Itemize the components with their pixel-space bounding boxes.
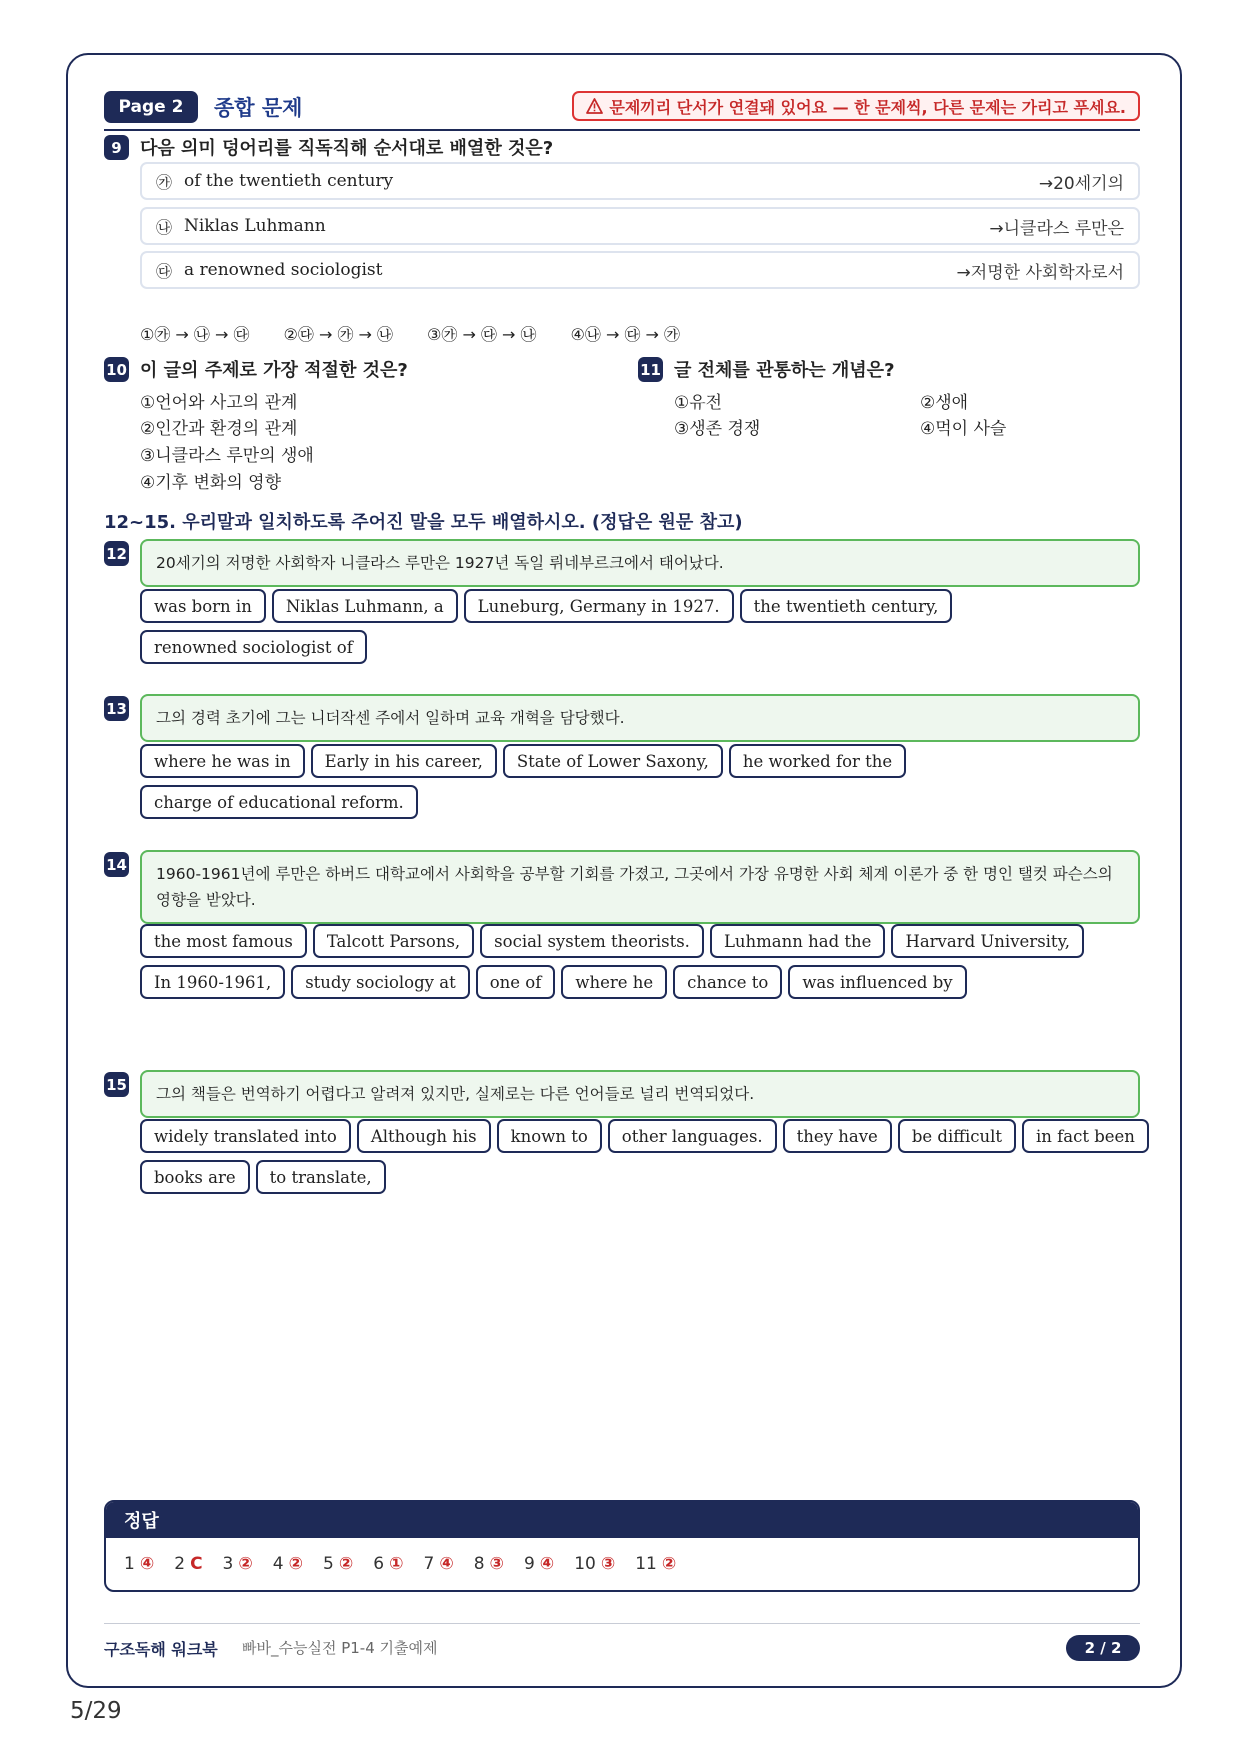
word-tile[interactable]: Talcott Parsons,	[313, 924, 474, 958]
word-tile[interactable]: Harvard University,	[891, 924, 1084, 958]
korean-sentence: 1960-1961년에 루만은 하버드 대학교에서 사회학을 공부할 기회를 가졌고, 그곳에서 가장 유명한 사회 체계 이론가 중 한 명인 탤컷 파슨스의 영향을 받았다.	[140, 850, 1140, 924]
warning-text: 문제끼리 단서가 연결돼 있어요 — 한 문제씩, 다른 문제는 가리고 푸세요.	[609, 97, 1126, 117]
option[interactable]: ④㉯ → ㉰ → ㉮	[570, 325, 681, 344]
question-number: 15	[104, 1072, 129, 1097]
answer-item: 11 ②	[635, 1554, 677, 1574]
option[interactable]: ①유전	[674, 393, 723, 413]
word-tile[interactable]: social system theorists.	[480, 924, 704, 958]
question-text: 이 글의 주제로 가장 적절한 것은?	[140, 360, 408, 381]
option[interactable]: ②인간과 환경의 관계	[140, 419, 298, 439]
question-number: 10	[104, 357, 129, 382]
word-tile[interactable]: in fact been	[1022, 1119, 1149, 1153]
answer-item: 2 C	[174, 1554, 203, 1574]
chunk-mark: ㉰	[156, 261, 173, 281]
footer-title: 구조독해 워크북	[104, 1640, 218, 1659]
question-number: 14	[104, 852, 129, 877]
word-tile[interactable]: he worked for the	[729, 744, 906, 778]
word-tile[interactable]: the twentieth century,	[740, 589, 953, 623]
korean-sentence: 그의 책들은 번역하기 어렵다고 알려져 있지만, 실제로는 다른 언어들로 널리 번역되었다.	[140, 1070, 1140, 1118]
answer-key-title: 정답	[106, 1502, 1138, 1538]
chunk-mark: ㉮	[156, 172, 173, 192]
word-tile[interactable]: charge of educational reform.	[140, 785, 418, 819]
question-number: 12	[104, 541, 129, 566]
answer-list	[106, 1538, 1138, 1574]
word-tile[interactable]: widely translated into	[140, 1119, 351, 1153]
option[interactable]: ②㉰ → ㉮ → ㉯	[283, 325, 394, 344]
word-tile[interactable]: where he was in	[140, 744, 305, 778]
word-bank	[140, 1119, 1150, 1194]
chunk-english: Niklas Luhmann	[184, 216, 326, 236]
footer-page-number: 2 / 2	[1066, 1635, 1140, 1661]
word-tile[interactable]: other languages.	[608, 1119, 777, 1153]
option[interactable]: ③니클라스 루만의 생애	[140, 446, 314, 466]
question-number: 9	[104, 135, 129, 160]
word-tile[interactable]: where he	[561, 965, 667, 999]
chunk-row	[140, 207, 1140, 245]
page-header	[104, 91, 1140, 131]
word-tile[interactable]: Early in his career,	[311, 744, 497, 778]
question-text: 글 전체를 관통하는 개념은?	[674, 360, 895, 381]
option[interactable]: ③생존 경쟁	[674, 419, 761, 439]
q9-options	[140, 322, 680, 345]
word-tile[interactable]: they have	[783, 1119, 892, 1153]
word-tile[interactable]: known to	[497, 1119, 602, 1153]
warning-triangle-icon	[586, 98, 603, 114]
option[interactable]: ①언어와 사고의 관계	[140, 393, 298, 413]
word-tile[interactable]: be difficult	[898, 1119, 1016, 1153]
chunk-korean: →니클라스 루만은	[989, 218, 1124, 239]
word-tile[interactable]: Niklas Luhmann, a	[272, 589, 458, 623]
word-bank	[140, 924, 1150, 999]
word-tile[interactable]: was born in	[140, 589, 266, 623]
page-counter: 5/29	[70, 1698, 122, 1724]
answer-item: 6 ①	[373, 1554, 404, 1574]
word-tile[interactable]: books are	[140, 1160, 250, 1194]
page-title: 종합 문제	[214, 96, 303, 120]
chunk-mark: ㉯	[156, 217, 173, 237]
chunk-english: a renowned sociologist	[184, 260, 383, 280]
page-badge: Page 2	[104, 91, 198, 123]
word-tile[interactable]: State of Lower Saxony,	[503, 744, 723, 778]
word-bank	[140, 589, 1150, 664]
word-bank	[140, 744, 1150, 819]
section-heading: 12~15. 우리말과 일치하도록 주어진 말을 모두 배열하시오. (정답은 원문 참고)	[104, 512, 743, 533]
option[interactable]: ③㉮ → ㉰ → ㉯	[427, 325, 537, 344]
answer-item: 7 ④	[423, 1554, 454, 1574]
word-tile[interactable]: one of	[476, 965, 556, 999]
answer-item: 3 ②	[222, 1554, 253, 1574]
word-tile[interactable]: the most famous	[140, 924, 307, 958]
option[interactable]: ②생애	[920, 393, 969, 413]
word-tile[interactable]: In 1960-1961,	[140, 965, 285, 999]
word-tile[interactable]: Luhmann had the	[710, 924, 886, 958]
korean-sentence: 20세기의 저명한 사회학자 니클라스 루만은 1927년 독일 뤼네부르크에서 태어났다.	[140, 539, 1140, 587]
question-text: 다음 의미 덩어리를 직독직해 순서대로 배열한 것은?	[140, 138, 554, 159]
warning-banner	[572, 91, 1140, 121]
answer-key	[104, 1500, 1140, 1592]
word-tile[interactable]: study sociology at	[291, 965, 470, 999]
word-tile[interactable]: to translate,	[256, 1160, 386, 1194]
answer-item: 5 ②	[323, 1554, 354, 1574]
word-tile[interactable]: renowned sociologist of	[140, 630, 367, 664]
chunk-korean: →저명한 사회학자로서	[956, 262, 1124, 283]
page-footer	[104, 1623, 1140, 1663]
chunk-row	[140, 251, 1140, 289]
answer-item: 8 ③	[473, 1554, 504, 1574]
chunk-english: of the twentieth century	[184, 171, 394, 191]
chunk-row	[140, 162, 1140, 200]
word-tile[interactable]: Although his	[357, 1119, 491, 1153]
word-tile[interactable]: chance to	[673, 965, 782, 999]
answer-item: 4 ②	[272, 1554, 304, 1574]
word-tile[interactable]: Luneburg, Germany in 1927.	[464, 589, 734, 623]
question-number: 11	[638, 357, 663, 382]
word-tile[interactable]: was influenced by	[788, 965, 966, 999]
question-number: 13	[104, 696, 129, 721]
option[interactable]: ①㉮ → ㉯ → ㉰	[140, 325, 250, 344]
answer-item: 10 ③	[574, 1554, 616, 1574]
option[interactable]: ④기후 변화의 영향	[140, 473, 282, 493]
worksheet-page	[66, 53, 1182, 1688]
answer-item: 9 ④	[523, 1554, 555, 1574]
answer-item: 1 ④	[124, 1554, 155, 1574]
korean-sentence: 그의 경력 초기에 그는 니더작센 주에서 일하며 교육 개혁을 담당했다.	[140, 694, 1140, 742]
footer-subtitle: 빠바_수능실전 P1-4 기출예제	[242, 1639, 438, 1657]
chunk-korean: →20세기의	[1038, 173, 1124, 194]
option[interactable]: ④먹이 사슬	[920, 419, 1007, 439]
